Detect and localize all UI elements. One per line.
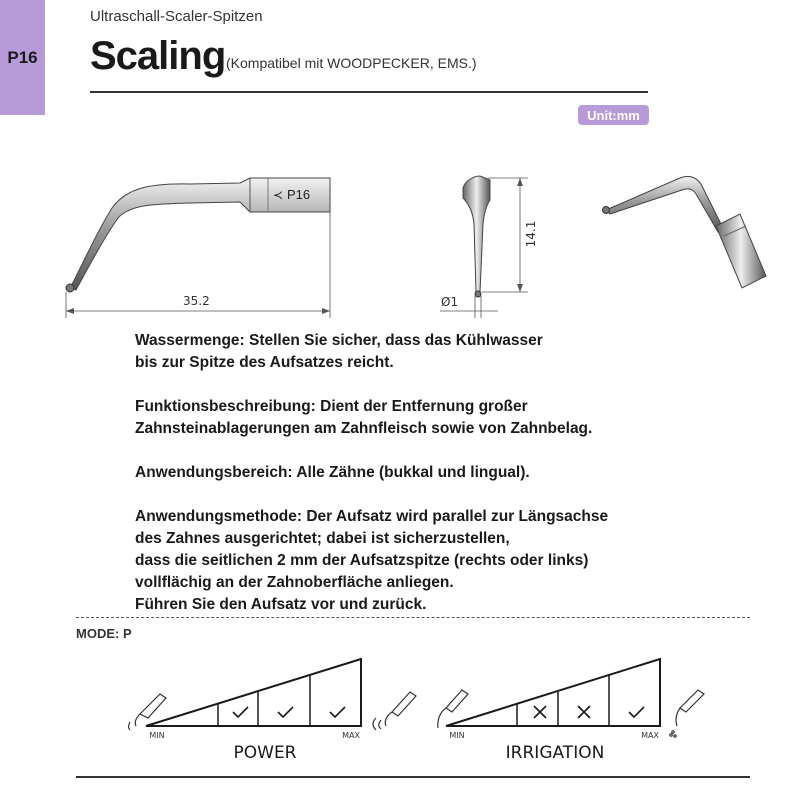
application-area-paragraph: Anwendungsbereich: Alle Zähne (bukkal und lingual). (135, 464, 530, 481)
diameter-dimension-label: Ø1 (441, 295, 459, 309)
svg-text:≺: ≺ (273, 188, 284, 202)
irrigation-title: IRRIGATION (505, 743, 605, 763)
mode-label: MODE: P (76, 626, 132, 641)
height-dimension-label: 14.1 (524, 220, 538, 248)
product-code-tag: P16 (0, 0, 45, 115)
power-max-label: MAX (342, 731, 360, 740)
instructions (135, 330, 755, 638)
power-gauge (146, 659, 361, 763)
function-paragraph: Funktionsbeschreibung: Dient der Entfernung großer Zahnsteinablagerungen am Zahnfleisch sowie von Zahnbelag. (135, 398, 593, 437)
handpiece-high-power-icon (373, 692, 416, 730)
irrigation-max-label: MAX (641, 731, 659, 740)
section-divider (76, 617, 750, 618)
power-title: POWER (233, 743, 297, 763)
compatibility-note: (Kompatibel mit WOODPECKER, EMS.) (226, 55, 477, 71)
irrigation-min-label: MIN (449, 731, 465, 740)
handpiece-high-irrigation-icon (670, 690, 704, 737)
page-title: Scaling (90, 34, 226, 78)
unit-badge: Unit:mm (578, 105, 649, 125)
length-dimension-label: 35.2 (183, 294, 210, 308)
water-paragraph: Wassermenge: Stellen Sie sicher, dass das Kühlwasser bis zur Spitze des Aufsatzes reicht. (135, 332, 543, 371)
tip-front-view (440, 176, 538, 318)
irrigation-gauge (446, 659, 660, 763)
page-subtitle: Ultraschall-Scaler-Spitzen (90, 8, 263, 25)
application-method-paragraph: Anwendungsmethode: Der Aufsatz wird parallel zur Längsachse des Zahnes ausgerichtet; dabei ist sicherzustellen, dass die seitlichen 2 mm der Aufsatzspitze (rechts oder links) vollflächig an der Zahnoberfläche anliegen. Führen Sie den Aufsatz vor und zurück. (135, 508, 609, 613)
tip-marking: P16 (287, 187, 311, 202)
power-min-label: MIN (149, 731, 165, 740)
tip-side-view (66, 178, 330, 318)
footer-divider (76, 776, 750, 778)
tip-perspective-view (603, 176, 767, 288)
